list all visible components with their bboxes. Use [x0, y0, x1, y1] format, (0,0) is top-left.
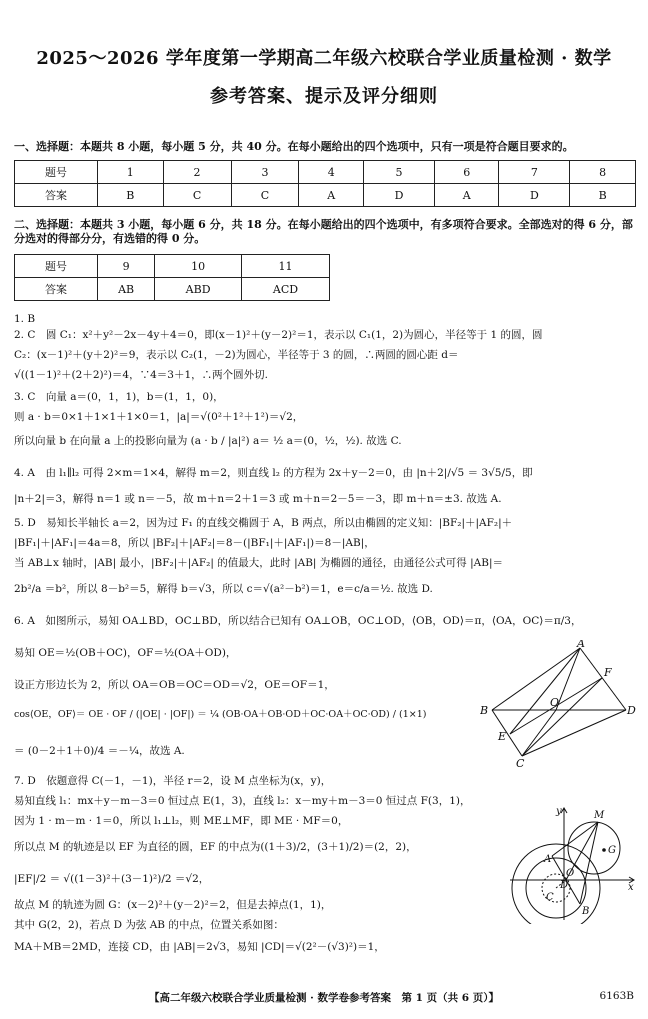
question-number: 7 [499, 161, 570, 184]
page-subtitle: 参考答案、提示及评分细则 [210, 86, 438, 107]
section1-answer-table [14, 160, 636, 207]
solution-5-line: 2b²/a ＝b²，所以 8－b²＝5，解得 b＝√3，所以 c＝√(a²－b²)＝1，e＝c/a＝½. 故选 D. [14, 583, 433, 595]
solution-6-line: cos⟨OE，OF⟩＝ OE · OF / (|OE| · |OF|) ＝ ¼ (OB·OA＋OB·OD＋OC·OA＋OC·OD) / (1×1) [14, 709, 427, 720]
question-number: 8 [570, 161, 636, 184]
fig6-label: C [516, 757, 525, 768]
answer-cell: D [499, 184, 570, 207]
solution-5-line: |BF₁|＋|AF₁|＝4a＝8，所以 |BF₂|＋|AF₂|＝8－(|BF₁|＋|AF₁|)＝8－|AB|， [14, 537, 375, 549]
solution-7-line: MA＋MB＝2MD，连接 CD，由 |AB|＝2√3，易知 |CD|＝√(2²－(√3)²)＝1， [14, 941, 385, 953]
fig6-edge [522, 678, 602, 756]
section1-heading: 一、选择题：本题共 8 小题，每小题 5 分，共 40 分。在每小题给出的四个选项中，只有一项是符合题目要求的。 [14, 140, 574, 153]
solution-7-line: |EF|/2 ＝ √((1－3)²＋(3－1)²)/2 ＝√2， [14, 873, 210, 885]
question-number: 1 [98, 161, 164, 184]
solution-7-line: 其中 G(2，2)，若点 D 为弦 AB 的中点，位置关系如图： [14, 919, 284, 931]
table-row [15, 255, 330, 278]
answer-cell: C [231, 184, 299, 207]
answer-cell: B [98, 184, 164, 207]
solution-7-line: 7. D 依题意得 C(－1，－1)，半径 r＝2，设 M 点坐标为(x，y)， [14, 775, 332, 787]
fig6-edge [580, 648, 626, 710]
fig7-label: y [556, 806, 562, 817]
question-number: 11 [242, 255, 330, 278]
question-number: 5 [364, 161, 435, 184]
solution-6-line: 易知 OE＝½(OB＋OC)，OF＝½(OA＋OD)， [14, 647, 237, 659]
fig7-label: O [566, 868, 575, 879]
fig6-label: B [480, 704, 489, 717]
section2-heading: 二、选择题：本题共 3 小题，每小题 6 分，共 18 分。在每小题给出的四个选项中，有多项符合要求。全部选对的得 6 分，部分选对的得部分分，有选错的得 0 分。 [14, 218, 633, 245]
table-row [15, 278, 330, 301]
answer-cell: A [434, 184, 499, 207]
solution-2-line: √((1－1)²＋(2＋2)²)＝4，∵4＝3＋1，∴两个圆外切. [14, 369, 268, 381]
answer-cell: B [570, 184, 636, 207]
solution-2-line: C₂：(x－1)²＋(y＋2)²＝9，表示以 C₂(1，－2)为圆心，半径等于 3 的圆，∴两圆的圆心距 d＝ [14, 349, 459, 361]
answer-cell: AB [98, 278, 155, 301]
row-label: 题号 [15, 255, 98, 278]
fig6-label: F [604, 666, 612, 679]
point-g [602, 848, 606, 852]
question-number: 9 [98, 255, 155, 278]
solution-5-line: 当 AB⊥x 轴时，|AB| 最小，|BF₂|＋|AF₂| 的值最大，此时 |AB| 为椭圆的通径，由通径公式可得 |AB|＝ [14, 557, 504, 569]
row-label: 题号 [15, 161, 98, 184]
solution-3-line: 所以向量 b 在向量 a 上的投影向量为 (a · b / |a|²) a＝ ½ a＝(0，½，½). 故选 C. [14, 435, 402, 447]
fig7-label: D [560, 880, 569, 891]
segment-mb [580, 822, 598, 904]
section2-answer-table [14, 254, 330, 301]
fig7-label: C [546, 892, 554, 903]
fig6-label: A [577, 640, 585, 650]
question-number: 2 [163, 161, 231, 184]
solution-7-line: 所以点 M 的轨迹是以 EF 为直径的圆，EF 的中点为((1＋3)/2，(3＋1)/2)＝(2，2)， [14, 841, 417, 853]
question-number: 10 [155, 255, 242, 278]
solution-3-line: 3. C 向量 a＝(0，1，1)，b＝(1，1，0)， [14, 391, 224, 403]
table-row [15, 161, 636, 184]
solution-7-line: 因为 1 · m－m · 1＝0，所以 l₁⊥l₂，则 ME⊥MF，即 ME · MF＝0， [14, 815, 349, 827]
footer-code: 6163B [599, 990, 634, 1002]
fig6-label: O [550, 696, 560, 709]
answer-cell: C [163, 184, 231, 207]
figure-6-diagram [480, 640, 638, 768]
solution-6-line: 设正方形边长为 2，所以 OA＝OB＝OC＝OD＝√2，OE＝OF＝1， [14, 679, 335, 691]
question-number: 3 [231, 161, 299, 184]
solution-5-line: 5. D 易知长半轴长 a＝2，因为过 F₁ 的直线交椭圆于 A，B 两点，所以由椭圆的定义知：|BF₂|＋|AF₂|＋ [14, 517, 513, 529]
table-row [15, 184, 636, 207]
segment-ma [552, 822, 598, 856]
fig7-label: M [594, 810, 605, 821]
fig6-edge [556, 648, 580, 710]
answer-cell: ABD [155, 278, 242, 301]
solution-2-line: 2. C 圆 C₁：x²＋y²－2x－4y＋4＝0，即(x－1)²＋(y－2)²＝1，表示以 C₁(1，2)为圆心，半径等于 1 的圆，圆 [14, 329, 543, 341]
fig7-label: x [628, 882, 634, 893]
solution-7-line: 故点 M 的轨迹为圆 G：(x－2)²＋(y－2)²＝2，但是去掉点(1，1)， [14, 899, 332, 911]
fig7-label: B [582, 906, 590, 917]
fig7-label: G [608, 845, 616, 856]
fig6-edge [492, 710, 522, 756]
question-number: 6 [434, 161, 499, 184]
solution-3-line: 则 a · b＝0×1＋1×1＋1×0＝1，|a|＝√(0²＋1²＋1²)＝√2， [14, 411, 304, 423]
solution-4-line: |n＋2|＝3，解得 n＝1 或 n＝－5，故 m＋n＝2＋1＝3 或 m＋n＝2－5＝－3，即 m＋n＝±3. 故选 A. [14, 493, 502, 505]
answer-cell: D [364, 184, 435, 207]
question-number: 4 [299, 161, 364, 184]
solution-4-line: 4. A 由 l₁∥l₂ 可得 2×m＝1×4，解得 m＝2，则直线 l₂ 的方程为 2x＋y－2＝0，由 |n＋2|/√5 ＝ 3√5/5，即 [14, 467, 533, 479]
answer-cell: ACD [242, 278, 330, 301]
fig7-label: A [544, 854, 552, 865]
solution-7-line: 易知直线 l₁：mx＋y－m－3＝0 恒过点 E(1，3)，直线 l₂：x－my＋m－3＝0 恒过点 F(3，1)， [14, 795, 471, 807]
solution-6-line: 6. A 如图所示，易知 OA⊥BD，OC⊥BD，所以结合已知有 OA⊥OB，OC⊥OD，⟨OB，OD⟩＝π，⟨OA，OC⟩＝π/3， [14, 615, 582, 627]
answer-cell: A [299, 184, 364, 207]
row-label: 答案 [15, 278, 98, 301]
page-title: 2025～2026 学年度第一学期高二年级六校联合学业质量检测 · 数学 [36, 48, 612, 69]
solution-1: 1. B [14, 313, 36, 325]
fig6-edge [492, 648, 580, 710]
fig6-edge [510, 648, 580, 734]
row-label: 答案 [15, 184, 98, 207]
fig6-label: D [627, 704, 636, 717]
solution-6-line: ＝ (0－2＋1＋0)/4 ＝－¼，故选 A. [14, 745, 185, 757]
fig6-label: E [498, 730, 507, 743]
footer-center: 【高二年级六校联合学业质量检测 · 数学卷参考答案 第 1 页（共 6 页）】 [149, 992, 499, 1004]
figure-7-diagram [508, 804, 638, 924]
